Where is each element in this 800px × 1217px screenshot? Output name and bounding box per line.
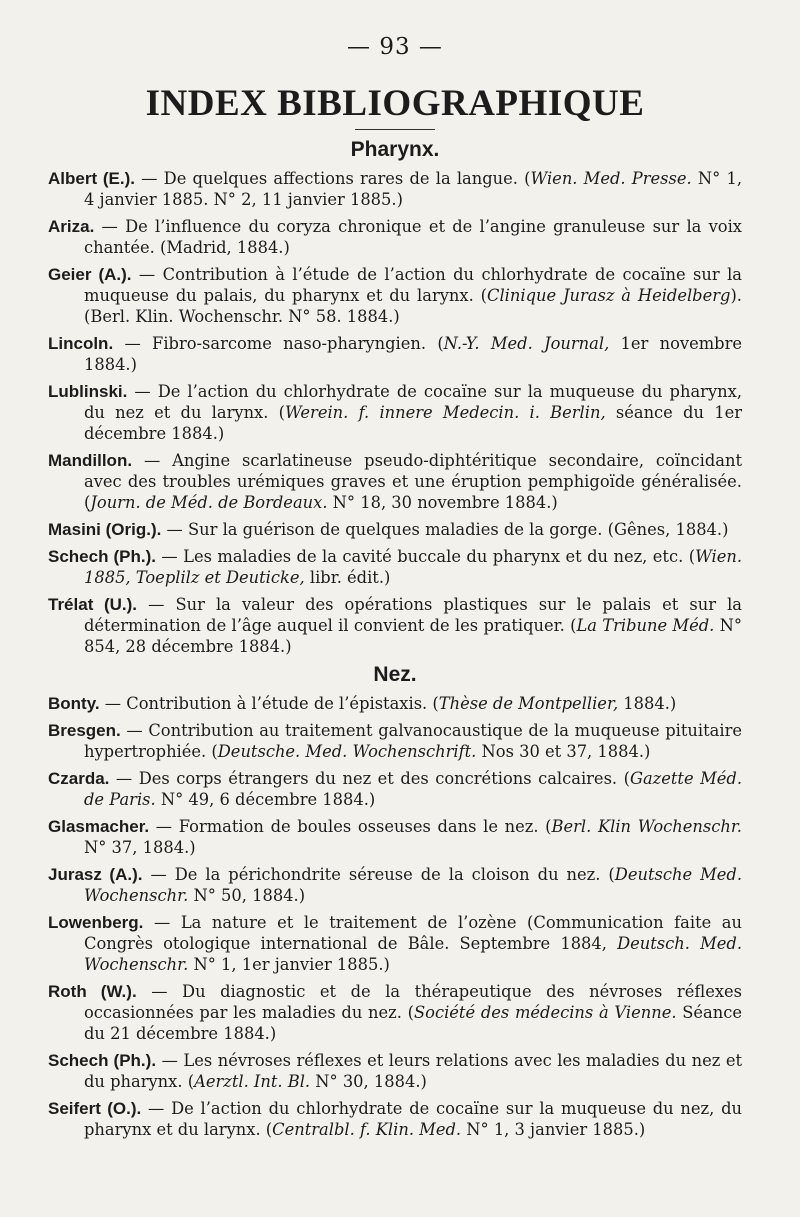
bibliography-sections bbox=[48, 138, 742, 1140]
entry-source: Wien. 1885, Toeplilz et Deuticke, bbox=[84, 547, 743, 587]
entry-source: La Tribune Méd. bbox=[576, 616, 715, 635]
entry-text: — De l’influence du coryza chronique et de l’angine granuleuse sur la voix chantée. (Madrid, 1884.) bbox=[84, 217, 742, 257]
bibliography-entry bbox=[48, 693, 742, 714]
entry-details: N° 37, 1884.) bbox=[84, 838, 196, 857]
section-heading: Nez. bbox=[373, 663, 417, 686]
bibliography-entry bbox=[48, 546, 742, 588]
entry-source: Centralbl. f. Klin. Med. bbox=[272, 1120, 462, 1139]
entry-text: — De l’action du chlorhydrate de cocaïne sur la muqueuse du pharynx, du nez et du larynx. ( bbox=[84, 382, 742, 422]
entry-author: Czarda. bbox=[48, 769, 110, 788]
entry-details: N° 50, 1884.) bbox=[188, 886, 306, 905]
entry-text: — De quelques affections rares de la langue. ( bbox=[134, 169, 531, 188]
bibliography-entry bbox=[48, 594, 742, 657]
bibliography-entry bbox=[48, 981, 742, 1044]
entry-author: Jurasz (A.). bbox=[48, 865, 143, 884]
entry-details: N° 1, 1er janvier 1885.) bbox=[188, 955, 390, 974]
entry-source: Gazette Méd. de Paris. bbox=[84, 769, 743, 809]
bibliography-entry bbox=[48, 264, 742, 327]
bibliography-entry bbox=[48, 333, 742, 375]
entry-text: — Des corps étrangers du nez et des concrétions calcaires. ( bbox=[109, 769, 630, 788]
bibliography-entry bbox=[48, 216, 742, 258]
entry-details: N° 49, 6 décembre 1884.) bbox=[155, 790, 376, 809]
entry-author: Glasmacher. bbox=[48, 817, 150, 836]
entry-text: — La nature et le traitement de l’ozène (Communication faite au Congrès otologique international de Bâle. Septembre 1884, bbox=[84, 913, 742, 953]
entry-text: — Formation de boules osseuses dans le nez. ( bbox=[149, 817, 552, 836]
entry-source: Journ. de Méd. de Bordeaux. bbox=[90, 493, 328, 512]
entry-source: Deutsche. Med. Wochenschrift. bbox=[217, 742, 477, 761]
entry-details: Séance du 21 décembre 1884.) bbox=[84, 1003, 742, 1043]
entry-text: — Du diagnostic et de la thérapeutique des névroses réflexes occasionnées par les maladies du nez. ( bbox=[84, 982, 742, 1022]
bibliography-entry bbox=[48, 912, 742, 975]
entry-author: Seifert (O.). bbox=[48, 1099, 142, 1118]
entry-author: Trélat (U.). bbox=[48, 595, 138, 614]
entry-text: — De la périchondrite séreuse de la cloison du nez. ( bbox=[142, 865, 615, 884]
entry-details: séance du 1er décembre 1884.) bbox=[84, 403, 742, 443]
entry-source: N.-Y. Med. Journal, bbox=[443, 334, 610, 353]
entry-details: libr. édit.) bbox=[304, 568, 391, 587]
entry-text: — Les névroses réflexes et leurs relations avec les maladies du nez et du pharynx. ( bbox=[84, 1051, 743, 1091]
entry-author: Geier (A.). bbox=[48, 265, 132, 284]
entry-source: Berl. Klin Wochenschr. bbox=[551, 817, 742, 836]
bibliography-entry bbox=[48, 381, 742, 444]
entry-text: — Angine scarlatineuse pseudo-diphtéritique secondaire, coïncidant avec des troubles urémiques graves et une éruption pemphigoïde généralisée. ( bbox=[84, 451, 742, 512]
bibliography-entry bbox=[48, 519, 742, 540]
entry-details: 1884.) bbox=[618, 694, 677, 713]
bibliography-entry bbox=[48, 768, 742, 810]
entry-source: Werein. f. innere Medecin. i. Berlin, bbox=[285, 403, 606, 422]
bibliography-entry bbox=[48, 720, 742, 762]
entry-author: Schech (Ph.). bbox=[48, 547, 156, 566]
entry-details: N° 30, 1884.) bbox=[310, 1072, 427, 1091]
entry-details: N° 18, 30 novembre 1884.) bbox=[327, 493, 558, 512]
entry-text: — De l’action du chlorhydrate de cocaïne sur la muqueuse du nez, du pharynx et du larynx. ( bbox=[84, 1099, 742, 1139]
title-rule bbox=[355, 129, 435, 130]
entry-details: 1er novembre 1884.) bbox=[84, 334, 743, 374]
entry-author: Ariza. bbox=[48, 217, 95, 236]
entry-details: N° 854, 28 décembre 1884.) bbox=[84, 616, 742, 656]
entry-author: Schech (Ph.). bbox=[48, 1051, 157, 1070]
entry-text: — Sur la valeur des opérations plastiques sur le palais et sur la détermination de l’âge auquel il convient de les pratiquer. ( bbox=[84, 595, 742, 635]
entry-details: N° 1, 4 janvier 1885. N° 2, 11 janvier 1885.) bbox=[84, 169, 743, 209]
entry-source: Deutsch. Med. Wochenschr. bbox=[84, 934, 742, 974]
bibliography-entry bbox=[48, 450, 742, 513]
entry-source: Wien. Med. Presse. bbox=[530, 169, 692, 188]
bibliography-entry bbox=[48, 816, 742, 858]
bibliography-entry bbox=[48, 1050, 742, 1092]
entry-details: N° 1, 3 janvier 1885.) bbox=[461, 1120, 646, 1139]
entry-text: — Les maladies de la cavité buccale du pharynx et du nez, etc. ( bbox=[155, 547, 696, 566]
entry-text: — Contribution à l’étude de l’action du chlorhydrate de cocaïne sur la muqueuse du palais, du pharynx et du larynx. ( bbox=[84, 265, 742, 305]
section-heading: Pharynx. bbox=[350, 138, 440, 161]
entry-author: Bonty. bbox=[48, 694, 100, 713]
entry-details: Nos 30 et 37, 1884.) bbox=[476, 742, 651, 761]
entry-author: Bresgen. bbox=[48, 721, 121, 740]
entry-source: Deutsche Med. Wochenschr. bbox=[84, 865, 742, 905]
entry-author: Lincoln. bbox=[48, 334, 114, 353]
entry-source: Société des médecins à Vienne. bbox=[414, 1003, 677, 1022]
entry-author: Lublinski. bbox=[48, 382, 128, 401]
entry-source: Clinique Jurasz à Heidelberg bbox=[487, 286, 731, 305]
entry-author: Lowenberg. bbox=[48, 913, 144, 932]
bibliography-entry bbox=[48, 168, 742, 210]
bibliography-entry bbox=[48, 1098, 742, 1140]
entry-author: Roth (W.). bbox=[48, 982, 137, 1001]
page-title: INDEX BIBLIOGRAPHIQUE bbox=[145, 83, 645, 124]
entry-source: Thèse de Montpellier, bbox=[438, 694, 619, 713]
entry-text: — Fibro-sarcome naso-pharyngien. ( bbox=[113, 334, 444, 353]
entry-text: — Contribution à l’étude de l’épistaxis. ( bbox=[99, 694, 439, 713]
entry-text: — Sur la guérison de quelques maladies de la gorge. (Gênes, 1884.) bbox=[161, 520, 729, 539]
entry-author: Masini (Orig.). bbox=[48, 520, 162, 539]
entry-source: Aerztl. Int. Bl. bbox=[194, 1072, 311, 1091]
entry-text: — Contribution au traitement galvanocaustique de la muqueuse pituitaire hypertrophiée. ( bbox=[84, 721, 742, 761]
page-number: — 93 — bbox=[347, 34, 443, 60]
bibliography-entry bbox=[48, 864, 742, 906]
entry-details: ). (Berl. Klin. Wochenschr. N° 58. 1884.) bbox=[84, 286, 742, 326]
entry-author: Albert (E.). bbox=[48, 169, 135, 188]
entry-author: Mandillon. bbox=[48, 451, 133, 470]
